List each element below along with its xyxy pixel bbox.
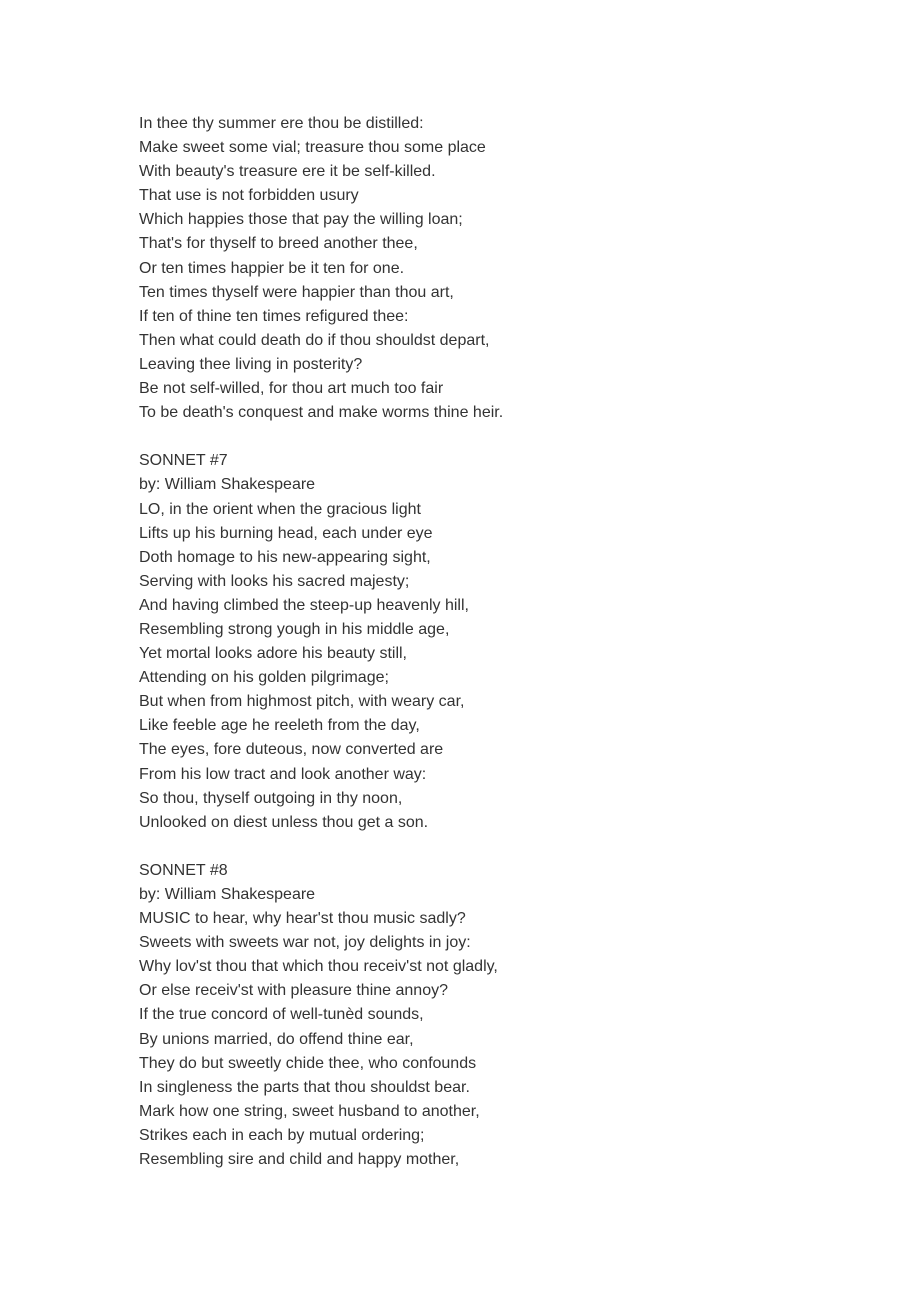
poem-line: Attending on his golden pilgrimage; <box>139 669 389 687</box>
poem-line: Mark how one string, sweet husband to another, <box>139 1102 480 1120</box>
poem-line: Sweets with sweets war not, joy delights in joy: <box>139 934 471 952</box>
poem-line: Lifts up his burning head, each under eye <box>139 524 433 542</box>
poem-line: That use is not forbidden usury <box>139 187 359 205</box>
sonnet-author: by: William Shakespeare <box>139 476 316 494</box>
poem-line: And having climbed the steep-up heavenly hill, <box>139 596 469 614</box>
poem-line: Or else receiv'st with pleasure thine annoy? <box>139 982 448 1000</box>
poem-line: Doth homage to his new-appearing sight, <box>139 548 431 566</box>
sonnet-title: SONNET #8 <box>139 861 228 879</box>
poem-line: In singleness the parts that thou shouldst bear. <box>139 1078 470 1096</box>
poem-line: Unlooked on diest unless thou get a son. <box>139 813 429 831</box>
poem-line: Ten times thyself were happier than thou art, <box>139 283 454 301</box>
poem-line: MUSIC to hear, why hear'st thou music sadly? <box>139 910 466 928</box>
poem-line: LO, in the orient when the gracious light <box>139 500 421 518</box>
poem-line: Be not self-willed, for thou art much too fair <box>139 380 444 398</box>
poem-line: Strikes each in each by mutual ordering; <box>139 1126 425 1144</box>
poem-line: Then what could death do if thou shouldst depart, <box>139 331 490 349</box>
poem-line: Which happies those that pay the willing loan; <box>139 211 463 229</box>
poem-line: By unions married, do offend thine ear, <box>139 1030 414 1048</box>
sonnet-author: by: William Shakespeare <box>139 886 316 903</box>
sonnet-title: SONNET #7 <box>139 452 228 470</box>
poem-line: The eyes, fore duteous, now converted are <box>139 741 444 759</box>
poem-line: If ten of thine ten times refigured thee: <box>139 307 409 325</box>
poem-line: If the true concord of well-tunèd sounds, <box>139 1006 424 1024</box>
poem-line: They do but sweetly chide thee, who confounds <box>139 1054 477 1072</box>
poem-line: From his low tract and look another way: <box>139 765 427 783</box>
poem-line: To be death's conquest and make worms thine heir. <box>139 404 504 422</box>
poem-line: Like feeble age he reeleth from the day, <box>139 717 420 735</box>
poem-line: Make sweet some vial; treasure thou some place <box>139 139 486 157</box>
poem-line: But when from highmost pitch, with weary car, <box>139 693 465 711</box>
poem-line: That's for thyself to breed another thee, <box>139 235 418 253</box>
sonnet-8 <box>139 859 839 1172</box>
poem-line: Resembling strong yough in his middle age, <box>139 620 450 638</box>
poem-line: Resembling sire and child and happy mother, <box>139 1151 460 1169</box>
poem-line: So thou, thyself outgoing in thy noon, <box>139 789 403 807</box>
poem-line: With beauty's treasure ere it be self-killed. <box>139 163 436 181</box>
poem-line: In thee thy summer ere thou be distilled: <box>139 115 424 132</box>
poem-line: Or ten times happier be it ten for one. <box>139 259 405 277</box>
poem-line: Yet mortal looks adore his beauty still, <box>139 645 407 663</box>
poem-line: Why lov'st thou that which thou receiv'st not gladly, <box>139 958 498 976</box>
sonnet-continuation <box>139 112 839 425</box>
document-content <box>139 112 839 1172</box>
poem-line: Serving with looks his sacred majesty; <box>139 572 410 590</box>
sonnet-7 <box>139 449 839 835</box>
poem-line: Leaving thee living in posterity? <box>139 355 363 373</box>
